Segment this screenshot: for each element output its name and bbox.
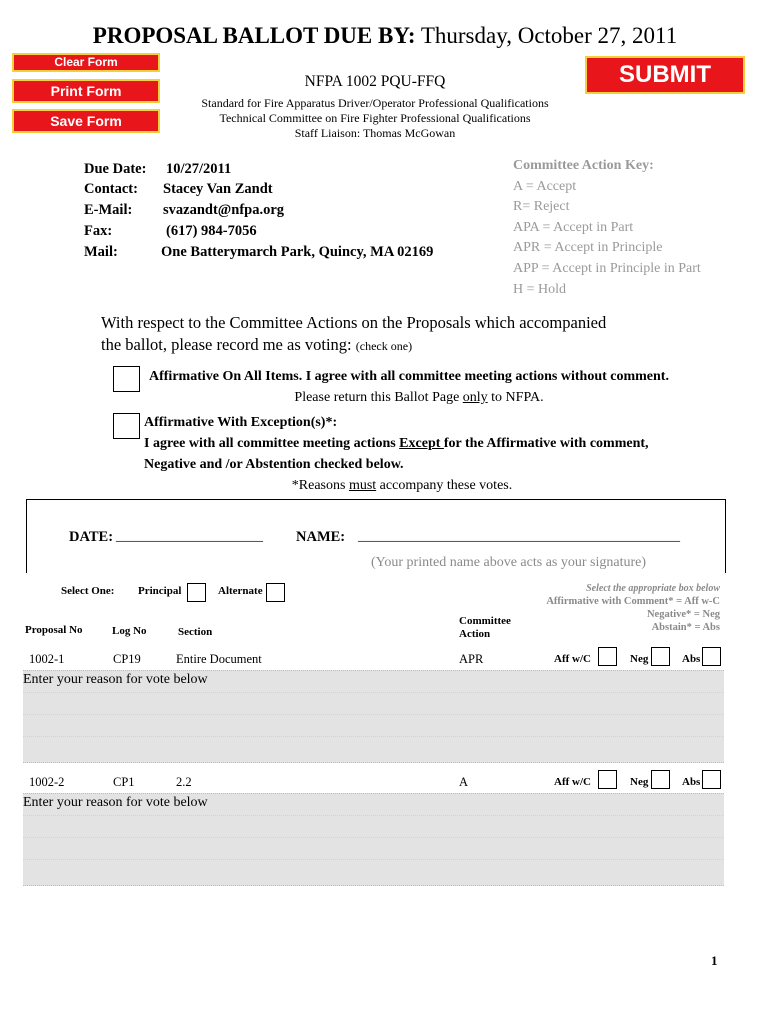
intro-line-2-text: the ballot, please record me as voting: [101, 335, 352, 354]
check-one-note: (check one) [355, 339, 413, 353]
action-key-item: APA = Accept in Part [513, 220, 634, 235]
col-section: Section [178, 626, 213, 638]
principal-label: Principal [138, 585, 182, 597]
header-standard: Standard for Fire Apparatus Driver/Operator Professional Qualifications [201, 96, 549, 110]
neg-checkbox[interactable] [651, 647, 670, 666]
row-committee-action: APR [459, 652, 484, 666]
row-log-no: CP1 [113, 775, 135, 789]
aff-wc-checkbox[interactable] [598, 647, 617, 666]
affirmative-exception-line-2: Negative and /or Abstention checked below. [144, 457, 404, 472]
action-key-item: APR = Accept in Principle [513, 240, 663, 255]
submit-button[interactable]: SUBMIT [585, 56, 745, 94]
select-one-label: Select One: [61, 585, 115, 597]
col-action: Action [459, 628, 491, 640]
header-code: NFPA 1002 PQU-FFQ [304, 73, 446, 90]
due-date-label: Due Date: [84, 161, 147, 177]
col-committee: Committee [459, 615, 511, 627]
reasons-note [0, 478, 770, 494]
return-note-pre: Please return this Ballot Page [294, 390, 463, 405]
contact-label: Contact: [84, 181, 138, 197]
abs-checkbox[interactable] [702, 647, 721, 666]
date-label: DATE: [69, 529, 114, 545]
header-committee: Technical Committee on Fire Fighter Professional Qualifications [219, 111, 531, 125]
return-note-only: only [462, 390, 488, 405]
col-log-no: Log No [112, 625, 147, 637]
due-date-value: 10/27/2011 [166, 161, 232, 177]
aff-wc-label: Aff w/C [554, 653, 591, 665]
legend-line-2: Affirmative with Comment* = Aff w-C [546, 596, 720, 607]
intro-line-1: With respect to the Committee Actions on the Proposals which accompanied [101, 313, 607, 332]
reason-textarea[interactable] [23, 793, 724, 886]
abs-label: Abs [682, 653, 701, 665]
reason-placeholder: Enter your reason for vote below [23, 672, 208, 687]
email-label: E-Mail: [84, 202, 133, 218]
aff-wc-label: Aff w/C [554, 776, 591, 788]
alternate-checkbox[interactable] [266, 583, 285, 602]
action-key-item: R= Reject [513, 199, 570, 214]
return-note-post: to NFPA. [487, 390, 544, 405]
row-proposal-no: 1002-2 [29, 775, 65, 789]
contact-value: Stacey Van Zandt [163, 181, 273, 197]
abs-checkbox[interactable] [702, 770, 721, 789]
neg-checkbox[interactable] [651, 770, 670, 789]
legend-line-3: Negative* = Neg [646, 609, 720, 620]
action-key-item: A = Accept [513, 179, 577, 194]
row-section: Entire Document [176, 652, 262, 666]
fax-label: Fax: [84, 223, 113, 239]
neg-label: Neg [630, 653, 649, 665]
reasons-note-pre: *Reasons [291, 478, 349, 493]
principal-checkbox[interactable] [187, 583, 206, 602]
mail-value: One Batterymarch Park, Quincy, MA 02169 [161, 244, 434, 260]
save-form-button[interactable]: Save Form [12, 109, 160, 133]
clear-form-button[interactable]: Clear Form [12, 53, 160, 72]
abs-label: Abs [682, 776, 701, 788]
reason-placeholder: Enter your reason for vote below [23, 795, 208, 810]
affirmative-all-checkbox[interactable] [113, 366, 140, 392]
mail-label: Mail: [84, 244, 118, 260]
print-form-button[interactable]: Print Form [12, 79, 160, 103]
name-label: NAME: [296, 529, 346, 545]
header-liaison: Staff Liaison: Thomas McGowan [294, 126, 456, 140]
action-key-item: H = Hold [513, 282, 567, 297]
page-number: 1 [711, 953, 718, 968]
exception-line-1-pre: I agree with all committee meeting actions [144, 436, 400, 451]
affirmative-exception-checkbox[interactable] [113, 413, 140, 439]
exception-line-1-except: Except [399, 436, 444, 451]
row-committee-action: A [459, 775, 469, 789]
affirmative-all-label: Affirmative On All Items. I agree with all committee meeting actions without comment. [149, 369, 669, 384]
signature-note: (Your printed name above acts as your signature) [371, 555, 647, 570]
ballot-title [0, 22, 770, 50]
exception-line-1-post: for the Affirmative with comment, [443, 436, 649, 451]
action-key-title: Committee Action Key: [513, 158, 654, 173]
legend-line-1: Select the appropriate box below [586, 583, 720, 594]
alternate-label: Alternate [218, 585, 263, 597]
name-field[interactable]: ______________________________________________ [358, 529, 680, 544]
aff-wc-checkbox[interactable] [598, 770, 617, 789]
date-field[interactable]: _____________________ [116, 529, 263, 544]
action-key-item: APP = Accept in Principle in Part [513, 261, 701, 276]
affirmative-exception-line-1 [144, 436, 649, 452]
return-note [0, 390, 770, 406]
row-proposal-no: 1002-1 [29, 652, 65, 666]
row-log-no: CP19 [113, 652, 141, 666]
title-prefix: PROPOSAL BALLOT DUE BY: [92, 23, 416, 48]
fax-value: (617) 984-7056 [166, 223, 257, 239]
col-proposal-no: Proposal No [25, 624, 83, 636]
title-due-date: Thursday, October 27, 2011 [420, 23, 678, 48]
affirmative-exception-heading: Affirmative With Exception(s)*: [144, 415, 338, 430]
reason-textarea[interactable] [23, 670, 724, 763]
row-section: 2.2 [176, 775, 192, 789]
reasons-note-post: accompany these votes. [376, 478, 513, 493]
email-value: svazandt@nfpa.org [163, 202, 285, 218]
intro-line-2 [101, 335, 412, 355]
reasons-note-must: must [348, 478, 377, 493]
neg-label: Neg [630, 776, 649, 788]
legend-line-4: Abstain* = Abs [651, 622, 720, 633]
